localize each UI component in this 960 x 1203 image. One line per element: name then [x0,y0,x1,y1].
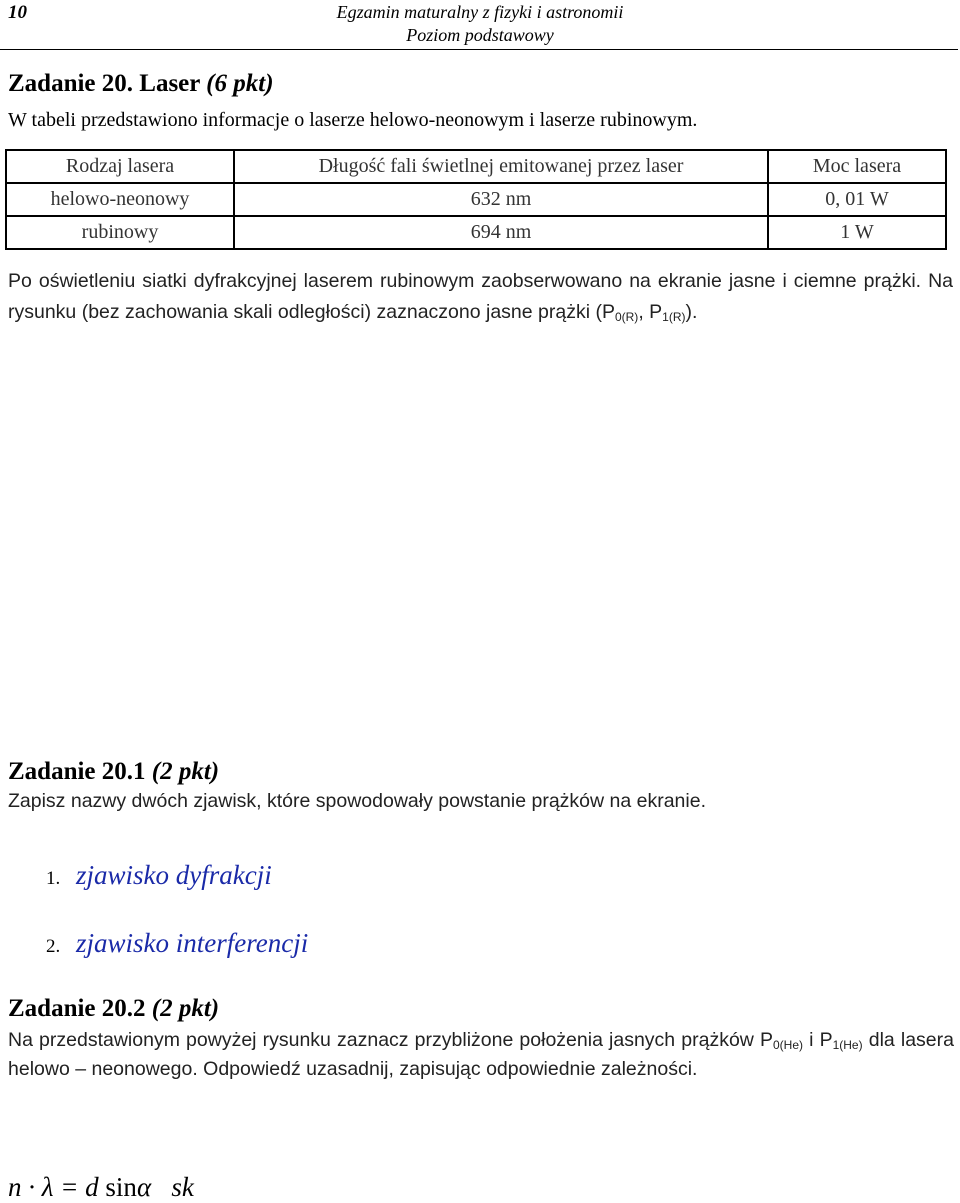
subscript: 0(He) [773,1038,804,1052]
table-cell: 694 nm [234,216,768,249]
page-number: 10 [8,2,27,23]
table-cell: rubinowy [6,216,234,249]
table-cell: 1 W [768,216,946,249]
subtask-title-main: Zadanie 20.1 [8,758,152,785]
exam-title: Egzamin maturalny z fizyki i astronomii [336,2,624,22]
question-text: i P [803,1029,833,1051]
formula-sin: sin [105,1172,137,1202]
formula-alpha: α [136,1172,152,1202]
table-header-cell: Rodzaj lasera [6,150,234,183]
subtask-title-main: Zadanie 20.2 [8,995,152,1022]
answer-number: 1. [46,868,61,889]
table-header-cell: Długość fali świetlnej emitowanej przez laser [234,150,768,183]
answer-line-1 [46,860,272,891]
exam-level: Poziom podstawowy [406,25,554,45]
table-cell: 0, 01 W [768,183,946,216]
task-description [8,266,953,328]
laser-table [5,149,947,250]
table-cell: 632 nm [234,183,768,216]
subscript: 1(He) [832,1038,863,1052]
description-text: , P [638,301,663,323]
description-text: ). [685,301,698,323]
header-divider [0,49,958,50]
table-row [6,183,946,216]
table-row [6,216,946,249]
question-text: Na przedstawionym powyżej rysunku zaznacz przybliżone położenia jasnych prążków P [8,1029,773,1051]
subscript: 1(R) [662,310,686,324]
subtask-2-title [8,995,219,1023]
answer-text: zjawisko interferencji [76,928,309,958]
task-title-main: Zadanie 20. Laser [8,70,207,97]
subtask-1-title [8,758,219,786]
task-intro: W tabeli przedstawiono informacje o laserze helowo-neonowym i laserze rubinowym. [8,109,698,131]
answer-text: zjawisko dyfrakcji [76,860,272,890]
subtask-1-question: Zapisz nazwy dwóch zjawisk, które spowodowały powstanie prążków na ekranie. [8,790,706,812]
task-points: (6 pkt) [206,70,274,97]
task-title [8,70,274,98]
subtask-2-question [8,1026,954,1084]
formula-lhs: n · λ = d [8,1172,106,1202]
formula-tail: sk [151,1172,194,1202]
grating-formula [8,1172,194,1203]
subscript: 0(R) [614,310,639,324]
subtask-points: (2 pkt) [151,995,220,1022]
table-header-row [6,150,946,183]
answer-number: 2. [46,936,61,957]
table-cell: helowo-neonowy [6,183,234,216]
description-text: Po oświetleniu siatki dyfrakcyjnej laserem rubinowym zaobserwowano na ekranie jasne i ciemne prążki. Na rysunku (bez zachowania skali odległości) zaznaczono jasne prążki (P [8,270,953,323]
subtask-points: (2 pkt) [151,758,220,785]
table-header-cell: Moc lasera [768,150,946,183]
question-text: dla lasera helowo – neonowego. Odpowiedź uzasadnij, zapisując odpowiednie zależności. [8,1029,954,1080]
answer-line-2 [46,928,308,959]
